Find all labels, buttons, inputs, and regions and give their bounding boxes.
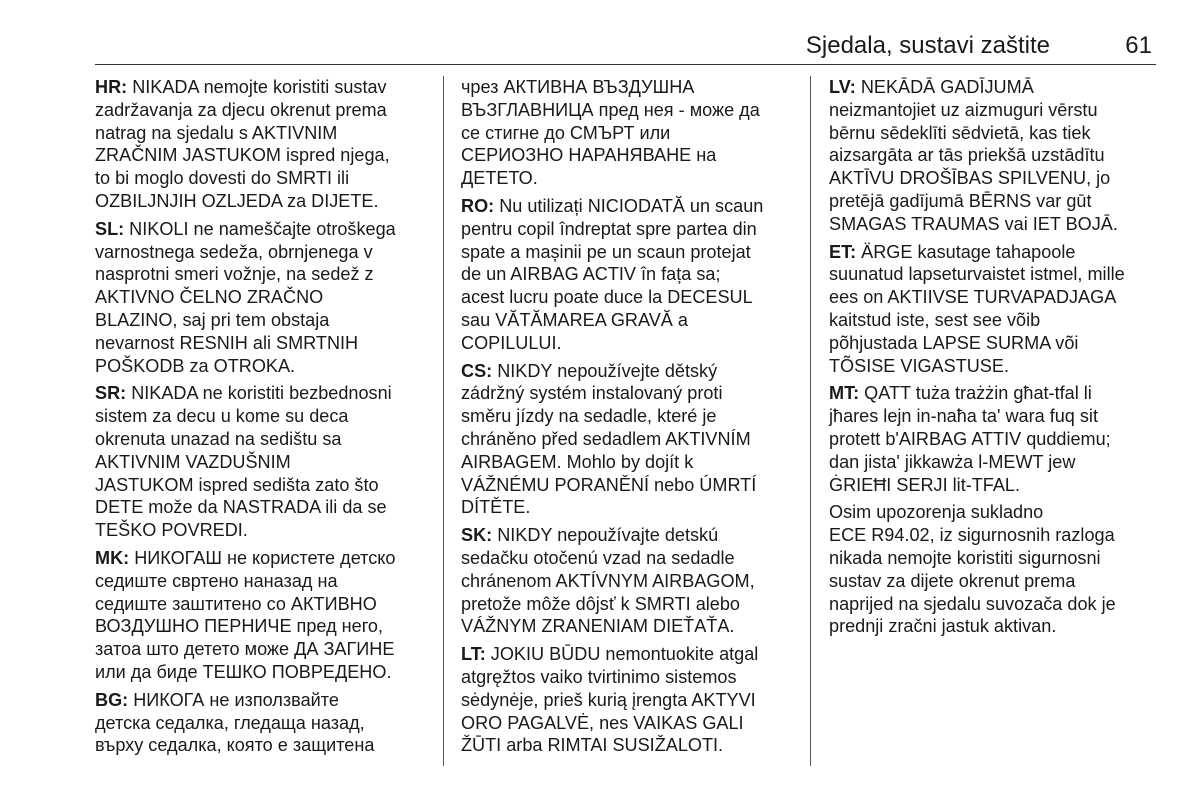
text-line bbox=[829, 167, 1164, 190]
line-text: или да биде ТЕШКО ПОВРЕДЕНО. bbox=[95, 661, 392, 682]
text-line bbox=[95, 286, 430, 309]
text-line bbox=[95, 519, 430, 542]
page-number: 61 bbox=[1125, 32, 1152, 59]
text-line bbox=[461, 122, 796, 145]
line-text: QATT tuża trażżin għat-tfal li bbox=[859, 383, 1092, 404]
line-text: SMAGAS TRAUMAS vai IET BOJĀ. bbox=[829, 213, 1118, 234]
language-code: CS: bbox=[461, 360, 493, 381]
text-line bbox=[829, 428, 1164, 451]
line-text: СЕРИОЗНО НАРАНЯВАНЕ на bbox=[461, 145, 717, 166]
line-text: pretože môže dôjsť k SMRTI alebo bbox=[461, 593, 740, 614]
line-text: põhjustada LAPSE SURMA või bbox=[829, 332, 1079, 353]
line-text: NIKOLI ne nameščajte otroškega bbox=[124, 218, 396, 239]
text-line bbox=[461, 428, 796, 451]
text-line bbox=[95, 122, 430, 145]
line-text: aizsargāta ar tās priekšā uzstādītu bbox=[829, 145, 1105, 166]
text-line bbox=[829, 474, 1164, 497]
line-text: VÁŽNYM ZRANENIAM DIEŤAŤA. bbox=[461, 616, 735, 637]
line-text: nikada nemojte koristiti sigurnosni bbox=[829, 547, 1101, 568]
warning-paragraph-cs bbox=[461, 360, 796, 520]
line-text: kaitstud iste, sest see võib bbox=[829, 309, 1041, 330]
text-line bbox=[95, 332, 430, 355]
language-code: BG: bbox=[95, 689, 129, 710]
line-text: nevarnost RESNIH ali SMRTNIH bbox=[95, 332, 359, 353]
text-column-1 bbox=[95, 76, 430, 762]
text-line bbox=[461, 382, 796, 405]
line-text: AKTIVNO ČELNO ZRAČNO bbox=[95, 287, 324, 308]
text-line bbox=[95, 355, 430, 378]
line-text: AKTĪVU DROŠĪBAS SPILVENU, jo bbox=[829, 168, 1111, 189]
line-text: ŽŪTI arba RIMTAI SUSIŽALOTI. bbox=[461, 735, 724, 756]
text-line bbox=[95, 638, 430, 661]
warning-paragraph-mk bbox=[95, 547, 430, 684]
line-text: suunatud lapseturvaistet istmel, mille bbox=[829, 264, 1125, 285]
text-line bbox=[829, 144, 1164, 167]
text-line bbox=[95, 474, 430, 497]
line-text: ÄRGE kasutage tahapoole bbox=[856, 241, 1076, 262]
line-text: sustav za dijete okrenut prema bbox=[829, 570, 1076, 591]
line-text: ees on AKTIIVSE TURVAPADJAGA bbox=[829, 287, 1117, 308]
line-text: NIKADA nemojte koristiti sustav bbox=[127, 77, 387, 97]
language-code: HR: bbox=[95, 77, 128, 97]
text-line bbox=[95, 734, 430, 757]
line-text: DÍTĚTE. bbox=[461, 497, 531, 518]
text-line bbox=[95, 190, 430, 213]
text-line bbox=[95, 547, 430, 570]
warning-paragraph-ro bbox=[461, 195, 796, 355]
line-text: TEŠKO POVREDI. bbox=[95, 520, 248, 541]
line-text: směru jízdy na sedadle, které je bbox=[461, 406, 717, 427]
text-line bbox=[461, 712, 796, 735]
text-line bbox=[829, 593, 1164, 616]
language-code: MT: bbox=[829, 383, 860, 404]
text-paragraph bbox=[829, 501, 1164, 638]
line-text: prednji zračni jastuk aktivan. bbox=[829, 616, 1057, 637]
text-line bbox=[461, 309, 796, 332]
line-text: VÁŽNÉMU PORANĚNÍ nebo ÚMRTÍ bbox=[461, 474, 757, 495]
line-text: okrenuta unazad na sedištu sa bbox=[95, 428, 342, 449]
line-text: ZRAČNIM JASTUKOM ispred njega, bbox=[95, 145, 390, 166]
line-text: jħares lejn in-naħa ta' wara fuq sit bbox=[829, 406, 1098, 427]
line-text: nasprotni smeri vožnje, na sedež z bbox=[95, 264, 374, 285]
text-line bbox=[461, 167, 796, 190]
line-text: NIKADA ne koristiti bezbednosni bbox=[126, 383, 392, 404]
text-line bbox=[829, 570, 1164, 593]
line-text: ДЕТЕТО. bbox=[461, 168, 538, 189]
text-line bbox=[95, 661, 430, 684]
text-line bbox=[461, 593, 796, 616]
text-line bbox=[461, 689, 796, 712]
text-line bbox=[829, 263, 1164, 286]
text-line bbox=[95, 615, 430, 638]
text-line bbox=[829, 286, 1164, 309]
line-text: Nu utilizați NICIODATĂ un scaun bbox=[494, 195, 764, 216]
text-line bbox=[461, 547, 796, 570]
text-line bbox=[95, 712, 430, 735]
text-line bbox=[829, 76, 1164, 99]
text-line bbox=[95, 689, 430, 712]
text-line bbox=[829, 524, 1164, 547]
line-text: atgręžtos vaiko tvirtinimo sistemos bbox=[461, 666, 737, 687]
warning-paragraph-bg bbox=[95, 689, 430, 757]
text-line bbox=[829, 190, 1164, 213]
text-line bbox=[829, 382, 1164, 405]
warning-paragraph-lv bbox=[829, 76, 1164, 236]
text-line bbox=[95, 593, 430, 616]
text-line bbox=[95, 496, 430, 519]
line-text: ВОЗДУШНО ПЕРНИЧЕ пред него, bbox=[95, 616, 383, 637]
text-column-3 bbox=[829, 76, 1164, 643]
line-text: pretējā gadījumā BĒRNS var gūt bbox=[829, 190, 1092, 211]
line-text: varnostnega sedeža, obrnjenega v bbox=[95, 241, 373, 262]
text-line bbox=[461, 76, 796, 99]
text-line bbox=[461, 144, 796, 167]
line-text: BLAZINO, saj pri tem obstaja bbox=[95, 309, 330, 330]
language-code: LT: bbox=[461, 644, 486, 665]
line-text: DETE može da NASTRADA ili da se bbox=[95, 497, 387, 518]
text-line bbox=[95, 309, 430, 332]
text-line bbox=[461, 360, 796, 383]
line-text: bērnu sēdeklīti sēdvietā, kas tiek bbox=[829, 122, 1091, 143]
line-text: OZBILJNJIH OZLJEDA za DIJETE. bbox=[95, 190, 379, 211]
line-text: седиште свртено наназад на bbox=[95, 570, 338, 591]
line-text: COPILULUI. bbox=[461, 332, 562, 353]
line-text: ECE R94.02, iz sigurnosnih razloga bbox=[829, 525, 1115, 546]
text-line bbox=[829, 332, 1164, 355]
text-line bbox=[95, 570, 430, 593]
text-column-2 bbox=[461, 76, 796, 762]
line-text: NEKĀDĀ GADĪJUMĀ bbox=[855, 77, 1034, 97]
line-text: sėdynėje, prieš kurią įrengta AKTYVI bbox=[461, 689, 756, 710]
line-text: neizmantojiet uz aizmuguri vērstu bbox=[829, 99, 1098, 120]
line-text: dan jista' jikkawża l-MEWT jew bbox=[829, 451, 1076, 472]
line-text: zadržavanja za djecu okrenut prema bbox=[95, 99, 387, 120]
line-text: spate a mașinii pe un scaun protejat bbox=[461, 241, 751, 262]
text-line bbox=[829, 213, 1164, 236]
line-text: ORO PAGALVĖ, nes VAIKAS GALI bbox=[461, 712, 744, 733]
line-text: НИКОГА не използвайте bbox=[128, 689, 339, 710]
line-text: Osim upozorenja sukladno bbox=[829, 502, 1044, 523]
line-text: JOKIU BŪDU nemontuokite atgal bbox=[485, 644, 759, 665]
text-line bbox=[461, 451, 796, 474]
text-line bbox=[829, 309, 1164, 332]
line-text: JASTUKOM ispred sedišta zato što bbox=[95, 474, 379, 495]
page-header bbox=[95, 28, 1156, 65]
text-line bbox=[95, 218, 430, 241]
language-code: SK: bbox=[461, 525, 493, 546]
line-text: AIRBAGEM. Mohlo by dojít k bbox=[461, 451, 694, 472]
text-line bbox=[95, 428, 430, 451]
column-divider bbox=[810, 76, 811, 766]
warning-paragraph-mt bbox=[829, 382, 1164, 496]
warning-paragraph-sl bbox=[95, 218, 430, 378]
line-text: ВЪЗГЛАВНИЦА пред нея - може да bbox=[461, 99, 760, 120]
warning-paragraph-et bbox=[829, 241, 1164, 378]
line-text: naprijed na sjedalu suvozača dok je bbox=[829, 593, 1116, 614]
text-line bbox=[829, 99, 1164, 122]
text-line bbox=[461, 496, 796, 519]
section-title: Sjedala, sustavi zaštite bbox=[805, 32, 1050, 59]
text-line bbox=[829, 241, 1164, 264]
line-text: НИКОГАШ не користете детско bbox=[129, 547, 396, 568]
line-text: zádržný systém instalovaný proti bbox=[461, 383, 723, 404]
text-line bbox=[829, 451, 1164, 474]
line-text: sedačku otočenú vzad na sedadle bbox=[461, 547, 735, 568]
text-line bbox=[95, 167, 430, 190]
language-code: RO: bbox=[461, 195, 495, 216]
warning-paragraph-lt bbox=[461, 643, 796, 757]
language-code: LV: bbox=[829, 77, 856, 97]
text-line bbox=[461, 195, 796, 218]
line-text: de un AIRBAG ACTIV în fața sa; bbox=[461, 264, 721, 285]
text-line bbox=[829, 501, 1164, 524]
text-line bbox=[461, 286, 796, 309]
text-line bbox=[461, 405, 796, 428]
line-text: sistem za decu u kome su deca bbox=[95, 406, 349, 427]
text-line bbox=[829, 355, 1164, 378]
line-text: acest lucru poate duce la DECESUL bbox=[461, 287, 753, 308]
language-code: MK: bbox=[95, 547, 130, 568]
text-line bbox=[461, 570, 796, 593]
language-code: ET: bbox=[829, 241, 857, 262]
line-text: chránenom AKTÍVNYM AIRBAGOM, bbox=[461, 570, 755, 591]
text-line bbox=[95, 99, 430, 122]
text-line bbox=[461, 666, 796, 689]
text-line bbox=[461, 241, 796, 264]
text-line bbox=[461, 615, 796, 638]
text-line bbox=[829, 405, 1164, 428]
line-text: затоа што детето може ДА ЗАГИНЕ bbox=[95, 639, 395, 660]
text-line bbox=[95, 76, 430, 99]
line-text: AKTIVNIM VAZDUŠNIM bbox=[95, 451, 291, 472]
text-line bbox=[461, 474, 796, 497]
line-text: chráněno před sedadlem AKTIVNÍM bbox=[461, 428, 751, 449]
text-line bbox=[461, 524, 796, 547]
text-line bbox=[95, 451, 430, 474]
language-code: SL: bbox=[95, 218, 125, 239]
line-text: чрез АКТИВНА ВЪЗДУШНА bbox=[461, 77, 695, 97]
text-line bbox=[95, 263, 430, 286]
line-text: protett b'AIRBAG ATTIV quddiemu; bbox=[829, 428, 1111, 449]
text-line bbox=[461, 643, 796, 666]
line-text: to bi moglo dovesti do SMRTI ili bbox=[95, 168, 350, 189]
text-line bbox=[461, 734, 796, 757]
text-line bbox=[95, 144, 430, 167]
text-line bbox=[95, 405, 430, 428]
line-text: pentru copil îndreptat spre partea din bbox=[461, 218, 757, 239]
line-text: sau VĂTĂMAREA GRAVĂ a bbox=[461, 309, 688, 330]
text-line bbox=[461, 218, 796, 241]
text-line bbox=[95, 241, 430, 264]
text-line bbox=[461, 99, 796, 122]
language-code: SR: bbox=[95, 383, 127, 404]
text-line bbox=[461, 263, 796, 286]
text-line bbox=[95, 382, 430, 405]
line-text: NIKDY nepoužívajte detskú bbox=[492, 525, 719, 546]
line-text: се стигне до СМЪРТ или bbox=[461, 122, 671, 143]
text-line bbox=[829, 615, 1164, 638]
warning-paragraph-sr bbox=[95, 382, 430, 542]
line-text: NIKDY nepoužívejte dětský bbox=[492, 360, 718, 381]
warning-paragraph-sk bbox=[461, 524, 796, 638]
text-line bbox=[829, 122, 1164, 145]
line-text: детска седалка, гледаща назад, bbox=[95, 712, 365, 733]
line-text: TÕSISE VIGASTUSE. bbox=[829, 355, 1009, 376]
column-divider bbox=[443, 76, 444, 766]
text-line bbox=[461, 332, 796, 355]
warning-paragraph-hr bbox=[95, 76, 430, 213]
line-text: POŠKODB za OTROKA. bbox=[95, 355, 296, 376]
line-text: седиште заштитено со АКТИВНО bbox=[95, 593, 377, 614]
line-text: ĠRIEĦI SERJI lit-TFAL. bbox=[829, 474, 1021, 495]
text-paragraph bbox=[461, 76, 796, 190]
line-text: natrag na sjedalu s AKTIVNIM bbox=[95, 122, 338, 143]
text-line bbox=[829, 547, 1164, 570]
line-text: върху седалка, която е защитена bbox=[95, 735, 375, 756]
